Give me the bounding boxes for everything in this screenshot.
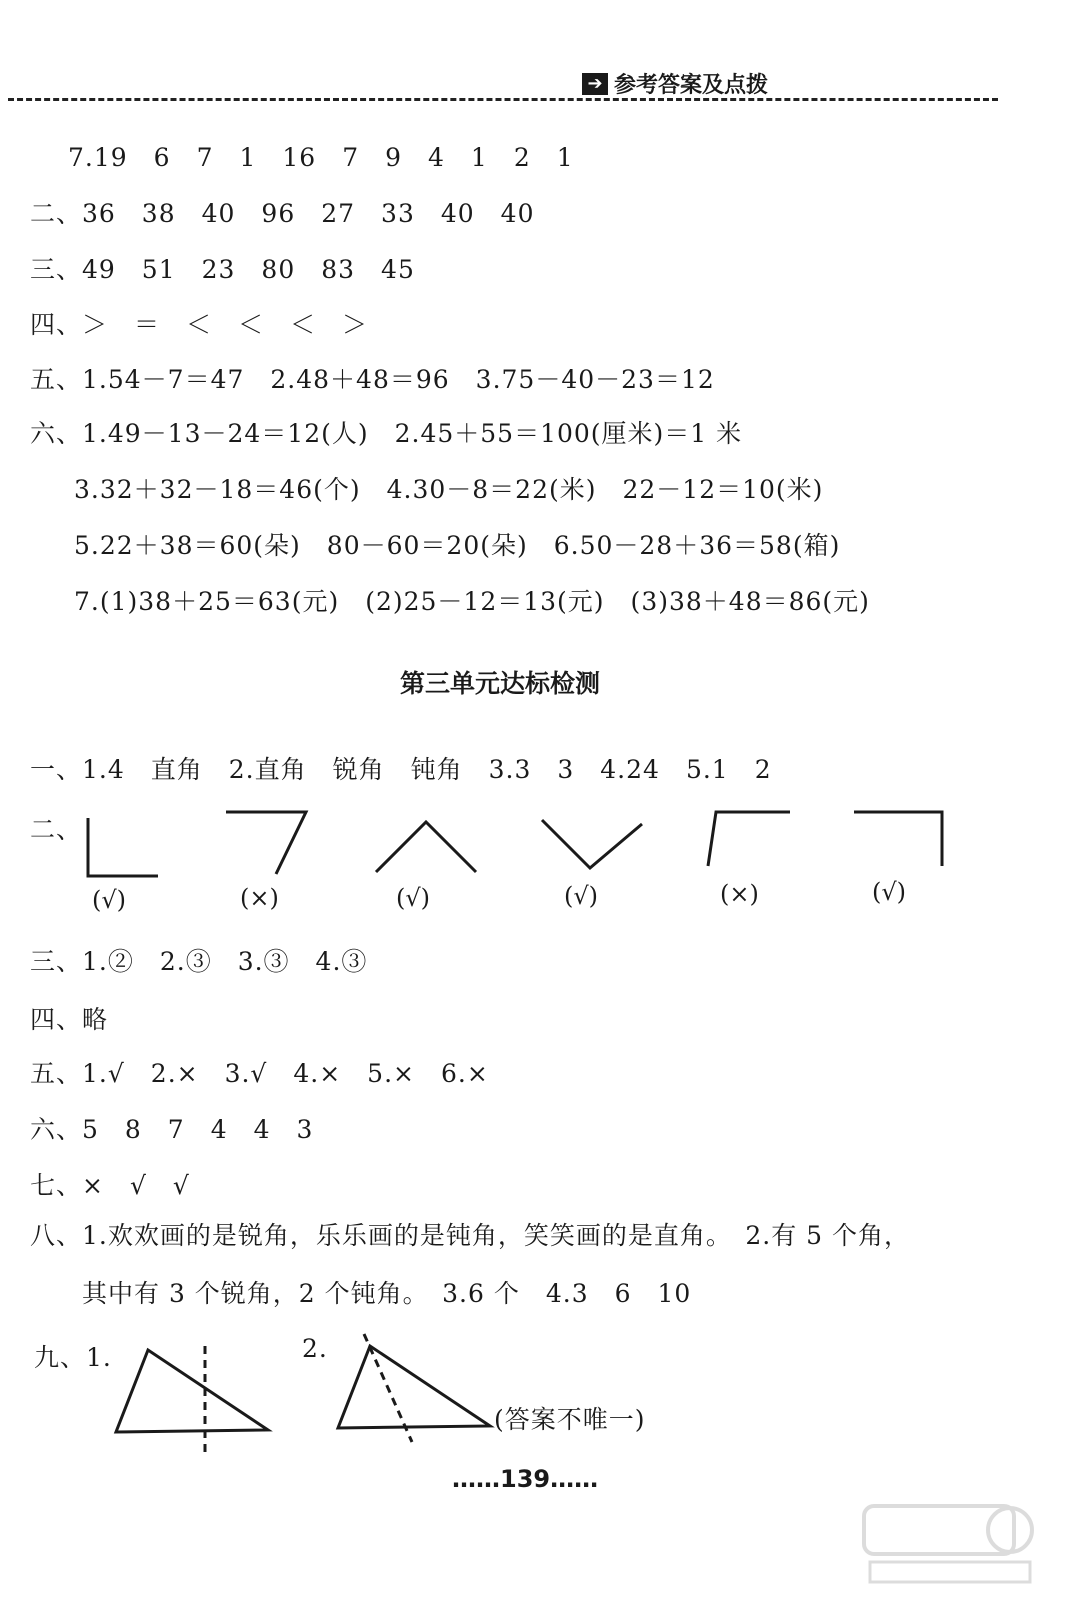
section-title: 第三单元达标检测 <box>399 669 600 698</box>
angle-mark: (×) <box>240 884 279 912</box>
answer-line: 五、1.√ 2.× 3.√ 4.× 5.× 6.× <box>30 1059 489 1088</box>
angle-mark: (×) <box>720 880 759 908</box>
q9-label: 九、1. <box>34 1343 112 1372</box>
answer-line: 三、1.② 2.③ 3.③ 4.③ <box>30 947 368 976</box>
answer-line: 其中有 3 个锐角，2 个钝角。 3.6 个 4.3 6 10 <box>82 1279 692 1308</box>
answer-line: 二、36 38 40 96 27 33 40 40 <box>30 199 535 228</box>
watermark-logo <box>860 1500 1040 1590</box>
page-number <box>452 1465 598 1493</box>
page-number-value: 139 <box>500 1465 551 1493</box>
answer-line: 五、1.54－7＝47 2.48＋48＝96 3.75－40－23＝12 <box>30 365 715 394</box>
arrow-icon: ➔ <box>582 73 608 95</box>
answer-line: 7.19 6 7 1 16 7 9 4 1 2 1 <box>68 143 574 172</box>
answer-line: 六、5 8 7 4 4 3 <box>30 1115 314 1144</box>
answer-line: 5.22＋38＝60(朵) 80－60＝20(朵) 6.50－28＋36＝58(箱) <box>74 531 841 560</box>
angle-mark: (√) <box>564 882 599 910</box>
header-title: 参考答案及点拨 <box>614 73 769 98</box>
answer-line: 八、1.欢欢画的是锐角，乐乐画的是钝角，笑笑画的是直角。 2.有 5 个角， <box>30 1221 911 1250</box>
answer-line: 六、1.49－13－24＝12(人) 2.45＋55＝100(厘米)＝1 米 <box>30 419 743 448</box>
answer-line: 四、略 <box>30 1005 109 1034</box>
cut-line-2 <box>364 1334 412 1442</box>
answer-line: 七、× √ √ <box>30 1171 190 1200</box>
angles-label: 二、 <box>30 815 83 844</box>
triangle-2 <box>338 1346 490 1428</box>
angle-mark: (√) <box>92 886 127 914</box>
answer-line: 四、＞ ＝ ＜ ＜ ＜ ＞ <box>30 310 369 339</box>
page-dots-right: …… <box>550 1465 599 1493</box>
q9-label-2: 2. <box>302 1334 328 1363</box>
angle-mark: (√) <box>872 878 907 906</box>
answer-line: 3.32＋32－18＝46(个) 4.30－8＝22(米) 22－12＝10(米) <box>74 475 824 504</box>
answer-line: 一、1.4 直角 2.直角 锐角 钝角 3.3 3 4.24 5.1 2 <box>30 755 772 784</box>
q9-note: (答案不唯一) <box>494 1405 646 1434</box>
answer-line: 7.(1)38＋25＝63(元) (2)25－12＝13(元) (3)38＋48＝86(元) <box>74 587 870 616</box>
angle-mark: (√) <box>396 884 431 912</box>
page-dots-left: …… <box>452 1465 500 1493</box>
answer-line: 三、49 51 23 80 83 45 <box>30 255 415 284</box>
triangle-1 <box>116 1350 268 1432</box>
